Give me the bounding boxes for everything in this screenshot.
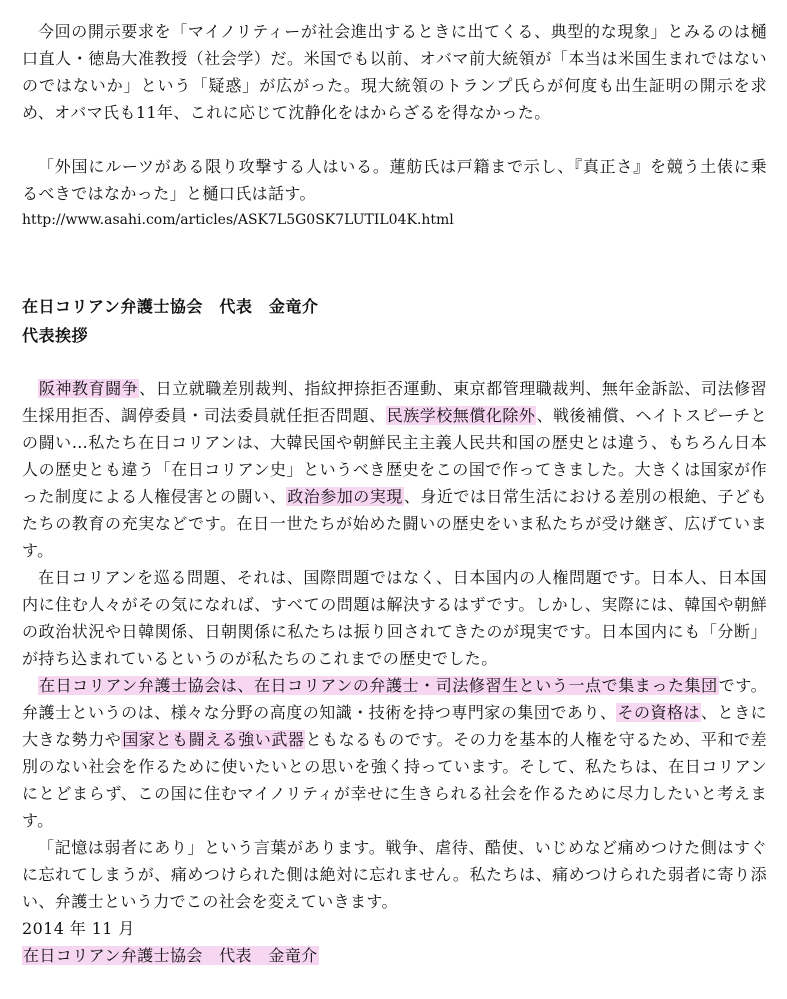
- highlight-phrase: 政治参加の実現: [287, 487, 403, 506]
- greeting-paragraph-4: 「記憶は弱者にあり」という言葉があります。戦争、虐待、酷使、いじめなど痛めつけた側はすぐに忘れてしまうが、痛めつけられた側は絶対に忘れません。私たちは、痛めつけられた弱者に寄り添い、弁護士という力でこの社会を変えていきます。: [22, 838, 767, 911]
- highlight-phrase: その資格は: [617, 703, 701, 722]
- article-paragraph-2: 「外国にルーツがある限り攻撃する人はいる。蓮舫氏は戸籍まで示し、『真正さ』を競う土俵に乗るべきではなかった」と樋口氏は話す。: [22, 157, 767, 203]
- paragraph-text: 、戦後補償、ヘイトスピーチとの闘い…私たち在日コリアンは、大韓民国や朝鮮民主主義人民共和国の歴史とは違う、もちろん日本人の歴史とも違う「在日コリアン史」というべき歴史をこの国で作ってきました。大きくは国家が作った制度による人権侵害との闘い、: [22, 406, 767, 506]
- greeting-paragraph-3: [22, 672, 767, 834]
- section-heading-organization: 在日コリアン弁護士協会 代表 金竜介: [22, 297, 319, 316]
- article-paragraph-1: 今回の開示要求を「マイノリティーが社会進出するときに出てくる、典型的な現象」とみるのは樋口直人・徳島大准教授（社会学）だ。米国でも以前、オバマ前大統領が「本当は米国生まれではないのではないか」という「疑惑」が広がった。現大統領のトランプ氏らが何度も出生証明の開示を求め、オバマ氏も11年、これに応じて沈静化をはからざるを得なかった。: [22, 22, 767, 122]
- highlight-phrase: 民族学校無償化除外: [386, 406, 536, 425]
- signature-line: [22, 942, 767, 969]
- paragraph-text: 、身近では日常生活における差別の根絶、子どもたちの教育の充実などです。在日一世たちが始めた闘いの歴史をいま私たちが受け継ぎ、広げています。: [22, 487, 767, 560]
- highlight-phrase: 国家とも闘える強い武器: [122, 730, 305, 749]
- section-heading-greeting: 代表挨拶: [22, 326, 89, 345]
- paragraph-text: ともなるものです。その力を基本的人権を守るため、平和で差別のない社会を作るために使いたいとの思いを強く持っています。そして、私たちは、在日コリアンにとどまらず、この国に住むマイノリティが幸せに生きられる社会を作るために尽力したいと考えます。: [22, 730, 768, 830]
- paragraph-text: 、日立就職差別裁判、指紋押捺拒否運動、東京都管理職裁判、無年金訴訟、司法修習生採用拒否、調停委員・司法委員就任拒否問題、: [22, 379, 767, 425]
- date-line: 2014 年 11 月: [22, 919, 135, 938]
- greeting-paragraph-1: [22, 375, 767, 564]
- greeting-section: [22, 292, 767, 969]
- source-url: http://www.asahi.com/articles/ASK7L5G0SK7LUTIL04K.html: [22, 212, 454, 228]
- paragraph-text: です。弁護士というのは、様々な分野の高度の知識・技術を持つ専門家の集団であり、: [22, 676, 768, 722]
- paragraph-text: 、ときに大きな勢力や: [22, 703, 767, 749]
- highlight-phrase: 阪神教育闘争: [39, 379, 139, 398]
- article-excerpt: [22, 18, 767, 234]
- signature-highlight: 在日コリアン弁護士協会 代表 金竜介: [23, 946, 318, 965]
- highlight-phrase: 在日コリアン弁護士協会は、在日コリアンの弁護士・司法修習生という一点で集まった集団: [39, 676, 718, 695]
- greeting-paragraph-2: 在日コリアンを巡る問題、それは、国際問題ではなく、日本国内の人権問題です。日本人、日本国内に住む人々がその気になれば、すべての問題は解決するはずです。しかし、実際には、韓国や朝鮮の政治状況や日韓関係、日朝関係に私たちは振り回されてきたのが現実です。日本国内にも「分断」が持ち込まれているというのが私たちのこれまでの歴史でした。: [22, 568, 767, 668]
